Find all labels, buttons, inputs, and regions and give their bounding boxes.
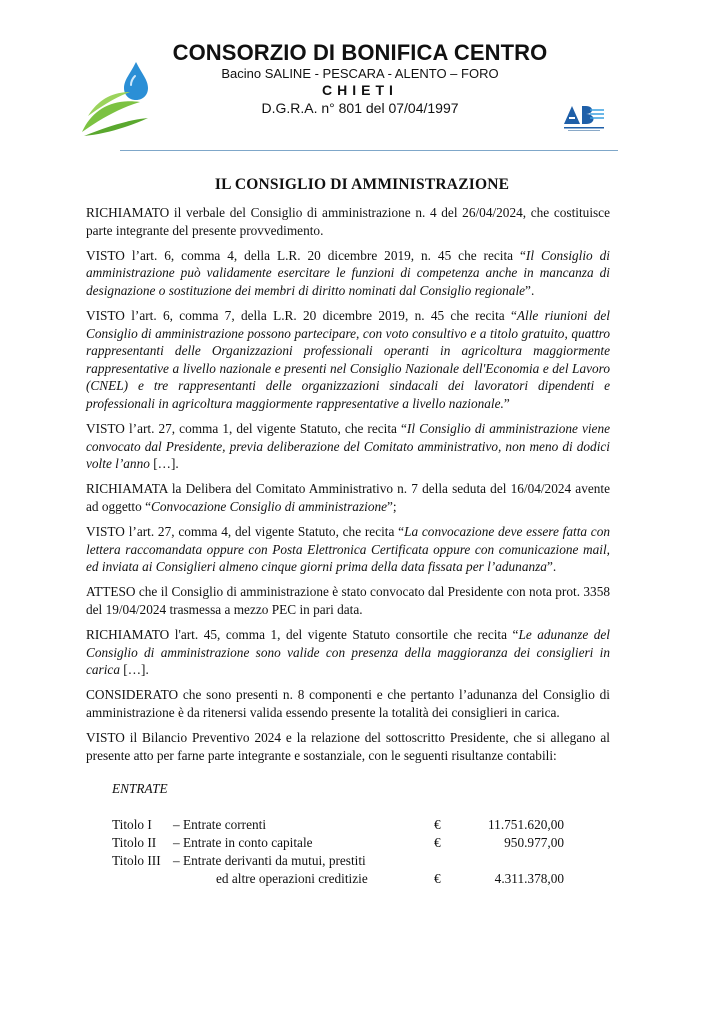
paragraph-visto-art6-c7: VISTO l’art. 6, comma 7, della L.R. 20 dicembre 2019, n. 45 che recita “Alle riunioni del Consiglio di amministrazione possono partecipare, con voto consultivo e a titolo gratuito, quattro rappresentanti delle Organizzazioni professionali operanti in agricoltura maggiormente rappresentative a livello nazionale e presenti nel Consiglio Nazionale dell'Economia e del Lavoro (CNEL) e tre rappresentanti delle organizzazioni sindacali dei lavoratori dipendenti e professionali in agricoltura maggiormente rappresentative a livello nazionale.” [86,307,610,411]
titolo-code: Titolo II [112,834,157,850]
basin-line: Bacino SALINE - PESCARA - ALENTO – FORO [221,66,499,81]
paragraph-visto-bilancio: VISTO il Bilancio Preventivo 2024 e la relazione del sottoscritto Presidente, che si allegano al presente atto per farne parte integrante e sostanziale, con le seguenti risultanze contabili: [86,729,610,763]
letterhead [70,40,630,155]
entrate-table [86,816,610,888]
organization-name: CONSORZIO DI BONIFICA CENTRO [172,40,548,65]
dgra-line: D.G.R.A. n° 801 del 07/04/1997 [261,100,459,116]
currency-symbol: € [434,816,441,832]
entrate-heading: ENTRATE [112,781,168,797]
titolo-code: Titolo III [112,852,161,868]
titolo-description: – Entrate derivanti da mutui, prestiti [173,852,366,868]
table-row [86,834,610,852]
paragraph-atteso: ATTESO che il Consiglio di amministrazione è stato convocato dal Presidente con nota prot. 3358 del 19/04/2024 trasmessa a mezzo PEC in pari data. [86,584,610,617]
city-line: CHIETI [322,82,398,98]
table-row-continuation [86,870,610,888]
paragraph-visto-art27-c4: VISTO l’art. 27, comma 4, del vigente Statuto, che recita “La convocazione deve essere fatta con lettera raccomandata oppure con Posta Elettronica Certificata oppure con comunicazione mail, ed inviata ai Consiglieri almeno cinque giorni prima della data fissata per l’adunanza”. [86,524,611,575]
paragraph-richiamata-delibera: RICHIAMATA la Delibera del Comitato Amministrativo n. 7 della seduta del 16/04/2024 avente ad oggetto “Convocazione Consiglio di amministrazione”; [86,481,610,514]
titolo-description: – Entrate in conto capitale [173,834,313,850]
paragraph-richiamato-verbale: RICHIAMATO il verbale del Consiglio di amministrazione n. 4 del 26/04/2024, che costituisce parte integrante del presente provvedimento. [86,205,610,238]
document-body [86,204,610,888]
table-row [86,852,610,870]
amount-value: 4.311.378,00 [494,870,564,886]
currency-symbol: € [434,870,441,886]
titolo-description-continued: ed altre operazioni creditizie [216,870,368,886]
paragraph-visto-art27-c1: VISTO l’art. 27, comma 1, del vigente Statuto, che recita “Il Consiglio di amministrazione viene convocato dal Presidente, previa deliberazione del Comitato amministrativo, non meno di dodici volte l’anno […]. [86,421,610,472]
paragraph-considerato: CONSIDERATO che sono presenti n. 8 componenti e che pertanto l’adunanza del Consiglio di amministrazione è da ritenersi valida essendo presente la totalità dei consiglieri in carica. [86,687,610,720]
header-divider [120,150,618,151]
currency-symbol: € [434,834,441,850]
titolo-description: – Entrate correnti [173,816,267,832]
document-title: IL CONSIGLIO DI AMMINISTRAZIONE [214,176,510,193]
paragraph-visto-art6-c4: VISTO l’art. 6, comma 4, della L.R. 20 dicembre 2019, n. 45 che recita “Il Consiglio di amministrazione può validamente esercitare le funzioni di competenza anche in mancanza di designazione o sostituzione dei membri di diritto nominati dal Consiglio regionale”. [86,247,610,298]
consortium-leaf-drop-logo [78,58,160,138]
amount-value: 950.977,00 [504,834,564,850]
amount-value: 11.751.620,00 [488,816,564,832]
table-row [86,816,610,834]
ab-authority-logo [560,102,608,132]
paragraph-richiamato-art45: RICHIAMATO l'art. 45, comma 1, del vigente Statuto consortile che recita “Le adunanze del Consiglio di amministrazione sono valide con presenza della maggioranza dei consiglieri in carica […]. [86,626,610,678]
letterhead-text [165,40,555,117]
titolo-code: Titolo I [112,816,152,832]
